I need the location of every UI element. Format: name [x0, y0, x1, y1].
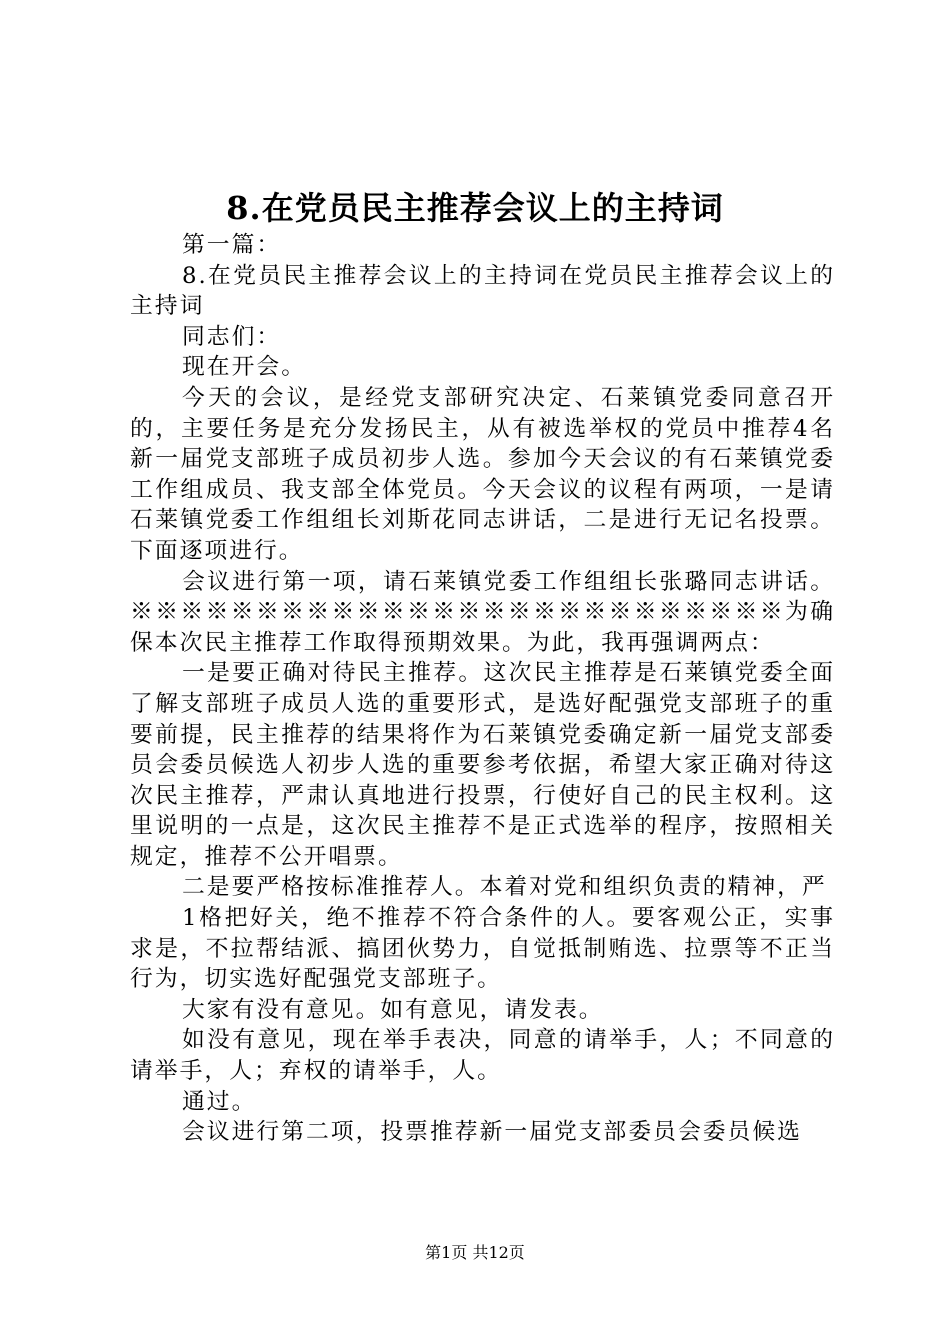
paragraph: 同志们：: [182, 323, 282, 350]
paragraph: 现在开会。: [182, 354, 306, 381]
paragraph: 今天的会议，是经党支部研究决定、石莱镇党委同意召开的，主要任务是充分发扬民主，从有被选举权的党员中推荐4名新一届党支部班子成员初步人选。参加今天会议的有石莱镇党委工作组成员、我支部全体党员。今天会议的议程有两项，一是请石莱镇党委工作组组长刘斯花同志讲话，二是进行无记名投票。下面逐项进行。: [130, 384, 835, 564]
paragraph: 二是要严格按标准推荐人。本着对党和组织负责的精神，严: [182, 874, 827, 901]
paragraph: 会议进行第一项，请石莱镇党委工作组组长张璐同志讲话。※※※※※※※※※※※※※※※※※※※※※※※※※※为确保本次民主推荐工作取得预期效果。为此，我再强调两点：: [130, 568, 835, 656]
paragraph: 8.在党员民主推荐会议上的主持词在党员民主推荐会议上的主持词: [130, 262, 835, 320]
paragraph: 大家有没有意见。如有意见，请发表。: [182, 996, 604, 1023]
document-title: 8.在党员民主推荐会议上的主持词: [226, 189, 724, 227]
paragraph: 1格把好关，绝不推荐不符合条件的人。要客观公正，实事求是，不拉帮结派、搞团伙势力，自觉抵制贿选、拉票等不正当行为，切实选好配强党支部班子。: [130, 905, 835, 993]
paragraph: 通过。: [182, 1088, 257, 1115]
paragraph: 一是要正确对待民主推荐。这次民主推荐是石莱镇党委全面了解支部班子成员人选的重要形式，是选好配强党支部班子的重要前提，民主推荐的结果将作为石莱镇党委确定新一届党支部委员会委员候选人初步人选的重要参考依据，希望大家正确对待这次民主推荐，严肃认真地进行投票，行使好自己的民主权利。这里说明的一点是，这次民主推荐不是正式选举的程序，按照相关规定，推荐不公开唱票。: [130, 660, 835, 870]
paragraph: 如没有意见，现在举手表决，同意的请举手，人；不同意的请举手，人；弃权的请举手，人。: [130, 1027, 835, 1085]
document-body: [130, 230, 835, 1148]
paragraph: 第一篇：: [182, 232, 282, 258]
page-footer: 第1页 共12页: [425, 1243, 525, 1262]
paragraph: 会议进行第二项，投票推荐新一届党支部委员会委员候选: [182, 1119, 802, 1146]
